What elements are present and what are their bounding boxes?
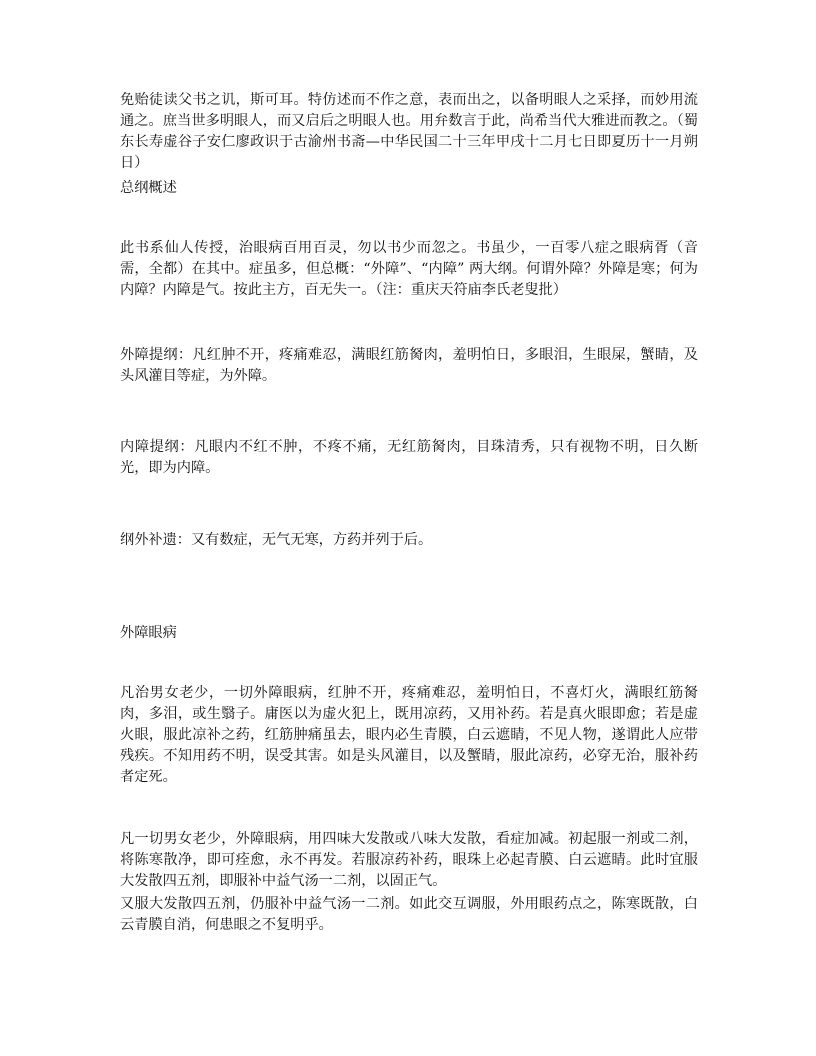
outer-outline-paragraph: 外障提纲：凡红肿不开，疼痛难忍，满眼红筋胬肉，羞明怕日，多眼泪，生眼屎，蟹睛，及头风灌目等症，为外障。 <box>120 347 698 384</box>
inner-outline-paragraph: 内障提纲：凡眼内不红不肿，不疼不痛，无红筋胬肉，目珠清秀，只有视物不明，日久断光，即为内障。 <box>120 439 698 476</box>
outer-paragraph-1: 凡治男女老少，一切外障眼病，红肿不开，疼痛难忍，羞明怕日，不喜灯火，满眼红筋胬肉，多泪，或生翳子。庸医以为虚火犯上，既用凉药，又用补药。若是真火眼即愈；若是虚火眼，服此凉补之药，红筋肿痛虽去，眼内必生青膜，白云遮睛，不见人物，遂谓此人应带残疾。不知用药不明，误受其害。如是头风灌目，以及蟹睛，服此凉药，必穿无治，服补药者定死。 <box>120 685 698 785</box>
section-heading-overview: 总纲概述 <box>120 180 177 196</box>
supplement-paragraph: 纲外补遗：又有数症，无气无寒，方药并列于后。 <box>120 532 433 548</box>
overview-paragraph: 此书系仙人传授，治眼病百用百灵，勿以书少而忽之。书虽少，一百零八症之眼病胥（音需，全都）在其中。症虽多，但总概：“外障”、“内障” 两大纲。何谓外障？外障是寒；何为内障？内障是气。按此主方，百无失一。（注：重庆天符庙李氏老叟批） <box>120 240 698 298</box>
preface-paragraph: 免贻徒读父书之讥，斯可耳。特仿述而不作之意，表而出之，以备明眼人之采择，而妙用流通之。庶当世多明眼人，而又启后之明眼人也。用弁数言于此，尚希当代大雅进而教之。（蜀东长寿虚谷子安仁廖政识于古渝州书斋—中华民国二十三年甲戌十二月七日即夏历十一月朔日） <box>120 92 698 171</box>
section-heading-outer: 外障眼病 <box>120 625 177 641</box>
outer-paragraph-2: 凡一切男女老少，外障眼病，用四味大发散或八味大发散，看症加减。初起服一剂或二剂，将陈寒散净，即可痊愈，永不再发。若服凉药补药，眼珠上必起青膜、白云遮睛。此时宜服大发散四五剂，即服补中益气汤一二剂，以固正气。 <box>120 831 698 889</box>
outer-paragraph-3: 又服大发散四五剂，仍服补中益气汤一二剂。如此交互调服，外用眼药点之，陈寒既散，白云青膜自消，何患眼之不复明乎。 <box>120 896 698 933</box>
